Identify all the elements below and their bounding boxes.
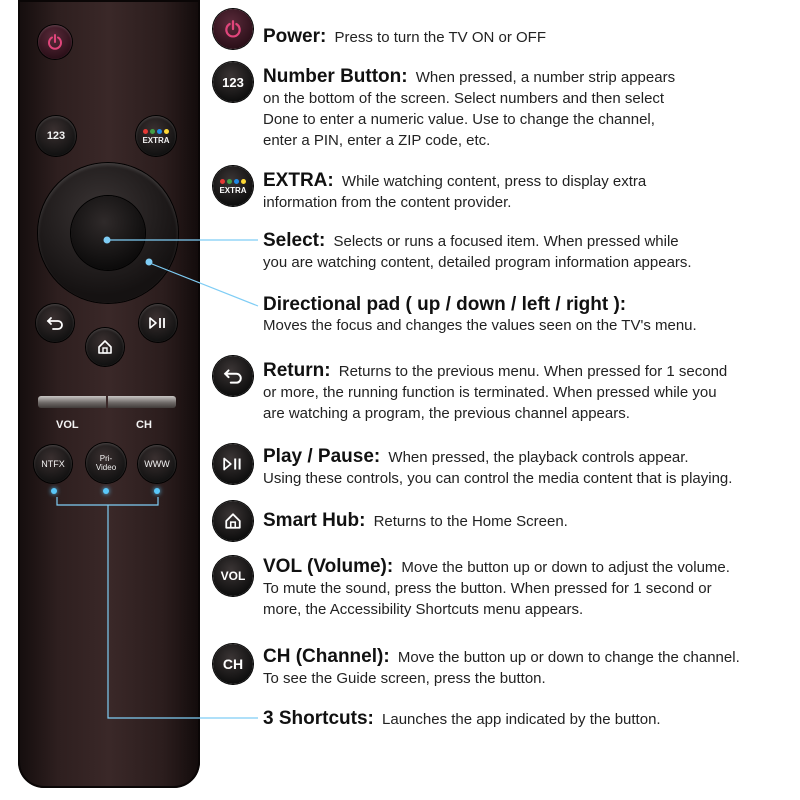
number-desc-2: on the bottom of the screen. Select numbers and then select — [263, 90, 665, 107]
remote-ch-label: CH — [136, 419, 152, 431]
return-feature-icon — [213, 356, 253, 396]
return-entry — [263, 360, 727, 424]
vol-title: VOL (Volume): — [263, 556, 394, 577]
power-desc: Press to turn the TV ON or OFF — [334, 29, 546, 46]
select-entry — [263, 230, 692, 273]
shortcuts-entry — [263, 708, 661, 730]
ch-title: CH (Channel): — [263, 646, 390, 667]
vol-icon-label: VOL — [220, 569, 246, 583]
shortcut-dot-1 — [51, 488, 57, 494]
vol-desc-1: Move the button up or down to adjust the volume. — [401, 559, 730, 576]
extra-feature-icon — [213, 166, 253, 206]
remote-number-label: 123 — [46, 130, 66, 142]
number-title: Number Button: — [263, 66, 408, 87]
return-title: Return: — [263, 360, 331, 381]
remote-extra-button[interactable] — [136, 116, 176, 156]
ch-desc-1: Move the button up or down to change the channel. — [397, 649, 740, 666]
smart-hub-entry — [263, 510, 568, 532]
extra-desc-2: information from the content provider. — [263, 194, 512, 211]
ch-entry — [263, 646, 740, 689]
extra-entry — [263, 170, 646, 213]
select-title: Select: — [263, 230, 326, 251]
return-icon — [46, 316, 64, 330]
shortcuts-title: 3 Shortcuts: — [263, 708, 374, 729]
smart-hub-feature-icon — [213, 501, 253, 541]
remote-shortcut-www[interactable] — [138, 445, 176, 483]
home-icon — [224, 512, 242, 530]
number-desc-4: enter a PIN, enter a ZIP code, etc. — [263, 132, 491, 149]
return-icon — [223, 368, 243, 384]
remote-play-pause-button[interactable] — [139, 304, 177, 342]
remote-power-button[interactable] — [38, 25, 72, 59]
extra-color-dots-icon — [142, 127, 170, 136]
play-pause-feature-icon — [213, 444, 253, 484]
shortcut-dot-3 — [154, 488, 160, 494]
remote-shortcut-pri-video[interactable] — [86, 443, 126, 483]
power-icon — [223, 19, 243, 39]
extra-title: EXTRA: — [263, 170, 334, 191]
power-title: Power: — [263, 26, 327, 47]
remote-vol-label: VOL — [56, 419, 79, 431]
pri-video-label-2: Video — [95, 463, 117, 472]
remote-smart-hub-button[interactable] — [86, 328, 124, 366]
smart-hub-desc: Returns to the Home Screen. — [373, 513, 568, 530]
power-feature-icon — [213, 9, 253, 49]
ch-desc-2: To see the Guide screen, press the button. — [263, 670, 546, 687]
remote-select-button[interactable] — [71, 196, 145, 270]
number-feature-icon — [213, 62, 253, 102]
remote-ch-rocker[interactable] — [108, 396, 176, 408]
home-icon — [97, 339, 113, 355]
remote-directional-pad[interactable] — [38, 163, 178, 303]
remote-extra-label: EXTRA — [142, 136, 170, 145]
www-label: WWW — [144, 459, 170, 469]
return-desc-3: are watching a program, the previous channel appears. — [263, 405, 630, 422]
tv-remote — [18, 0, 200, 788]
number-icon-label: 123 — [222, 74, 244, 90]
play-pause-title: Play / Pause: — [263, 446, 381, 467]
extra-icon-label: EXTRA — [219, 186, 247, 195]
return-desc-1: Returns to the previous menu. When pressed for 1 second — [338, 363, 728, 380]
number-desc-1: When pressed, a number strip appears — [415, 69, 676, 86]
power-icon — [46, 33, 64, 51]
play-pause-desc-1: When pressed, the playback controls appear. — [388, 449, 689, 466]
dpad-entry — [263, 294, 697, 336]
shortcuts-desc: Launches the app indicated by the button. — [382, 711, 661, 728]
remote-shortcut-ntfx[interactable] — [34, 445, 72, 483]
vol-feature-icon — [213, 556, 253, 596]
select-desc-1: Selects or runs a focused item. When pressed while — [333, 233, 679, 250]
vol-entry — [263, 556, 730, 620]
play-pause-icon — [222, 456, 244, 472]
shortcut-dot-2 — [103, 488, 109, 494]
dpad-title: Directional pad ( up / down / left / right ): — [263, 294, 627, 315]
play-pause-entry — [263, 446, 732, 489]
remote-return-button[interactable] — [36, 304, 74, 342]
return-desc-2: or more, the running function is terminated. When pressed while you — [263, 384, 717, 401]
ch-feature-icon — [213, 644, 253, 684]
remote-vol-rocker[interactable] — [38, 396, 106, 408]
play-pause-desc-2: Using these controls, you can control the media content that is playing. — [263, 470, 733, 487]
vol-desc-2: To mute the sound, press the button. When pressed for 1 second or — [263, 580, 712, 597]
number-desc-3: Done to enter a numeric value. Use to change the channel, — [263, 111, 655, 128]
ntfx-label: NTFX — [41, 459, 65, 469]
extra-desc-1: While watching content, press to display extra — [341, 173, 647, 190]
ch-icon-label: CH — [222, 656, 244, 672]
remote-number-button[interactable] — [36, 116, 76, 156]
smart-hub-title: Smart Hub: — [263, 510, 366, 531]
number-entry — [263, 66, 675, 151]
play-pause-icon — [148, 316, 168, 330]
vol-desc-3: more, the Accessibility Shortcuts menu appears. — [263, 601, 584, 618]
select-desc-2: you are watching content, detailed program information appears. — [263, 254, 692, 271]
extra-color-dots-icon — [219, 177, 247, 186]
pri-video-label-1: Pri- — [99, 454, 113, 463]
dpad-desc-1: Moves the focus and changes the values seen on the TV's menu. — [263, 317, 697, 334]
power-entry — [263, 26, 546, 48]
